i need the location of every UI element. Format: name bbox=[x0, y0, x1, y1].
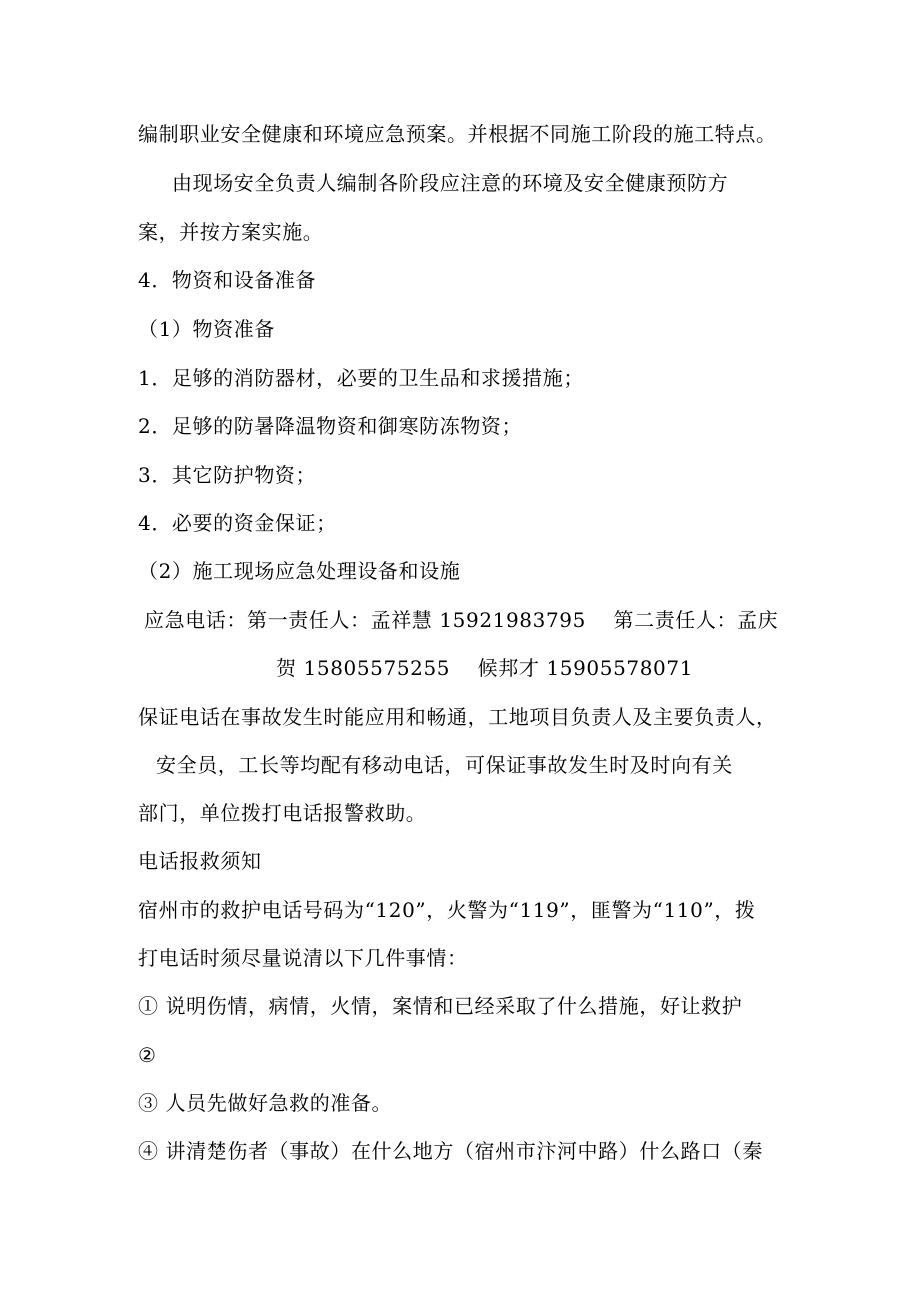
subsection-heading: （1）物资准备 bbox=[138, 317, 275, 341]
paragraph-line: 案，并按方案实施。 bbox=[138, 220, 324, 244]
paragraph-line: 宿州市的救护电话号码为“120”，火警为“119”，匪警为“110”，拨 bbox=[138, 898, 756, 922]
paragraph-line: 部门，单位拨打电话报警救助。 bbox=[138, 801, 427, 825]
list-item: 1．足够的消防器材，必要的卫生品和求援措施； bbox=[138, 366, 584, 390]
subsection-heading: （2）施工现场应急处理设备和设施 bbox=[138, 559, 461, 583]
emergency-phone-line: 贺 15805575255 候邦才 15905578071 bbox=[276, 656, 694, 680]
paragraph-line: 由现场安全负责人编制各阶段应注意的环境及安全健康预防方 bbox=[172, 171, 729, 195]
list-item: 2．足够的防暑降温物资和御寒防冻物资； bbox=[138, 414, 523, 438]
section-heading: 4．物资和设备准备 bbox=[138, 268, 317, 292]
numbered-item: ② bbox=[138, 1043, 157, 1067]
emergency-phone-line: 应急电话：第一责任人：孟祥慧 15921983795 第二责任人：孟庆 bbox=[144, 608, 779, 632]
list-item: 4．必要的资金保证； bbox=[138, 511, 337, 535]
numbered-item: ③ 人员先做好急救的准备。 bbox=[138, 1091, 393, 1115]
section-heading: 电话报救须知 bbox=[138, 849, 262, 873]
paragraph-line: 打电话时须尽量说清以下几件事情： bbox=[138, 946, 468, 970]
paragraph-line: 编制职业安全健康和环境应急预案。并根据不同施工阶段的施工特点。 bbox=[138, 122, 777, 146]
list-item: 3．其它防护物资； bbox=[138, 463, 317, 487]
numbered-item: ④ 讲清楚伤者（事故）在什么地方（宿州市汴河中路）什么路口（秦 bbox=[138, 1139, 763, 1163]
paragraph-line: 保证电话在事故发生时能应用和畅通，工地项目负责人及主要负责人， bbox=[138, 705, 777, 729]
paragraph-line: 安全员，工长等均配有移动电话，可保证事故发生时及时向有关 bbox=[156, 753, 733, 777]
numbered-item: ① 说明伤情，病情，火情，案情和已经采取了什么措施，好让救护 bbox=[138, 994, 743, 1018]
